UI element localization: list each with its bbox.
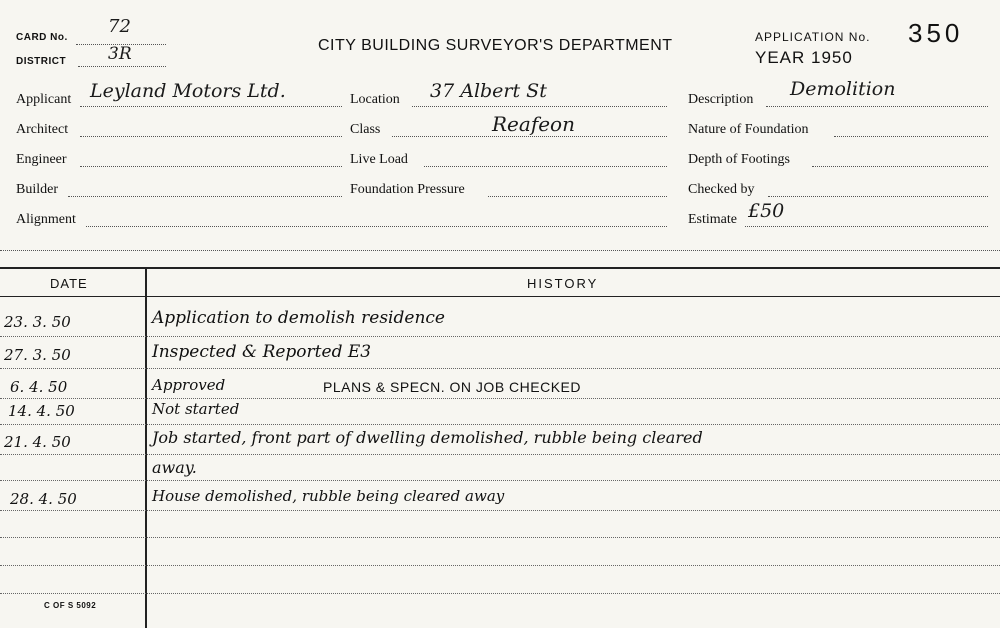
row-line bbox=[0, 336, 1000, 337]
engineer-line bbox=[80, 166, 342, 167]
description-line bbox=[766, 106, 988, 107]
history-date: 21. 4. 50 bbox=[4, 433, 71, 451]
location-value: 37 Albert St bbox=[430, 80, 547, 102]
form-code: C OF S 5092 bbox=[44, 601, 97, 610]
history-entry: Application to demolish residence bbox=[152, 308, 445, 328]
row-line bbox=[0, 480, 1000, 481]
department-title: CITY BUILDING SURVEYOR'S DEPARTMENT bbox=[318, 37, 673, 54]
history-entry: House demolished, rubble being cleared away bbox=[152, 487, 505, 505]
description-label: Description bbox=[688, 92, 754, 107]
foundation-pressure-label: Foundation Pressure bbox=[350, 182, 465, 197]
class-value: Reafeon bbox=[492, 112, 575, 136]
depth-of-footings-line bbox=[812, 166, 988, 167]
history-entry: Approved bbox=[152, 376, 226, 394]
builder-line bbox=[68, 196, 342, 197]
row-line bbox=[0, 454, 1000, 455]
history-entry: away. bbox=[152, 458, 197, 477]
row-line bbox=[0, 565, 1000, 566]
row-line bbox=[0, 537, 1000, 538]
history-date: 27. 3. 50 bbox=[4, 346, 71, 364]
history-top-rule bbox=[0, 267, 1000, 269]
class-line bbox=[392, 136, 667, 137]
engineer-label: Engineer bbox=[16, 152, 67, 167]
history-date: 23. 3. 50 bbox=[4, 313, 71, 331]
architect-label: Architect bbox=[16, 122, 69, 137]
date-column-divider bbox=[145, 267, 147, 628]
row-line bbox=[0, 424, 1000, 425]
alignment-line bbox=[86, 226, 667, 227]
location-line bbox=[412, 106, 667, 107]
estimate-line bbox=[745, 226, 988, 227]
applicant-value: Leyland Motors Ltd. bbox=[90, 80, 286, 102]
depth-of-footings-label: Depth of Footings bbox=[688, 152, 790, 167]
header-separator-dots bbox=[0, 250, 1000, 251]
description-value: Demolition bbox=[790, 78, 896, 100]
nature-of-foundation-label: Nature of Foundation bbox=[688, 122, 809, 137]
history-date: 6. 4. 50 bbox=[10, 378, 68, 396]
architect-line bbox=[80, 136, 342, 137]
date-column-header: DATE bbox=[50, 276, 88, 291]
district-value: 3R bbox=[108, 44, 132, 64]
history-header-rule bbox=[0, 296, 1000, 297]
alignment-label: Alignment bbox=[16, 212, 76, 227]
history-entry: Inspected & Reported E3 bbox=[152, 342, 372, 362]
district-label: DISTRICT bbox=[16, 56, 67, 67]
card-no-label: CARD No. bbox=[16, 32, 68, 43]
year-label: YEAR 1950 bbox=[755, 48, 853, 67]
history-entry: Job started, front part of dwelling demolished, rubble being cleared bbox=[152, 428, 703, 447]
live-load-line bbox=[424, 166, 667, 167]
history-entry: Not started bbox=[152, 400, 240, 418]
class-label: Class bbox=[350, 122, 381, 137]
history-date: 14. 4. 50 bbox=[8, 402, 75, 420]
row-line bbox=[0, 593, 1000, 594]
location-label: Location bbox=[350, 92, 400, 107]
checked-by-line bbox=[768, 196, 988, 197]
estimate-value: £50 bbox=[748, 200, 785, 222]
estimate-label: Estimate bbox=[688, 212, 737, 227]
checked-by-label: Checked by bbox=[688, 182, 755, 197]
foundation-pressure-line bbox=[488, 196, 667, 197]
application-no-label: APPLICATION No. bbox=[755, 30, 871, 44]
row-line bbox=[0, 398, 1000, 399]
applicant-line bbox=[80, 106, 342, 107]
row-line bbox=[0, 368, 1000, 369]
nature-of-foundation-line bbox=[834, 136, 988, 137]
application-number: 350 bbox=[908, 18, 964, 48]
card-no-value: 72 bbox=[108, 16, 131, 37]
row-line bbox=[0, 510, 1000, 511]
live-load-label: Live Load bbox=[350, 152, 408, 167]
district-line bbox=[78, 66, 166, 67]
plans-checked-stamp: PLANS & SPECN. ON JOB CHECKED bbox=[323, 379, 582, 395]
history-column-header: HISTORY bbox=[527, 276, 599, 291]
applicant-label: Applicant bbox=[16, 92, 72, 107]
history-date: 28. 4. 50 bbox=[10, 490, 77, 508]
builder-label: Builder bbox=[16, 182, 58, 197]
